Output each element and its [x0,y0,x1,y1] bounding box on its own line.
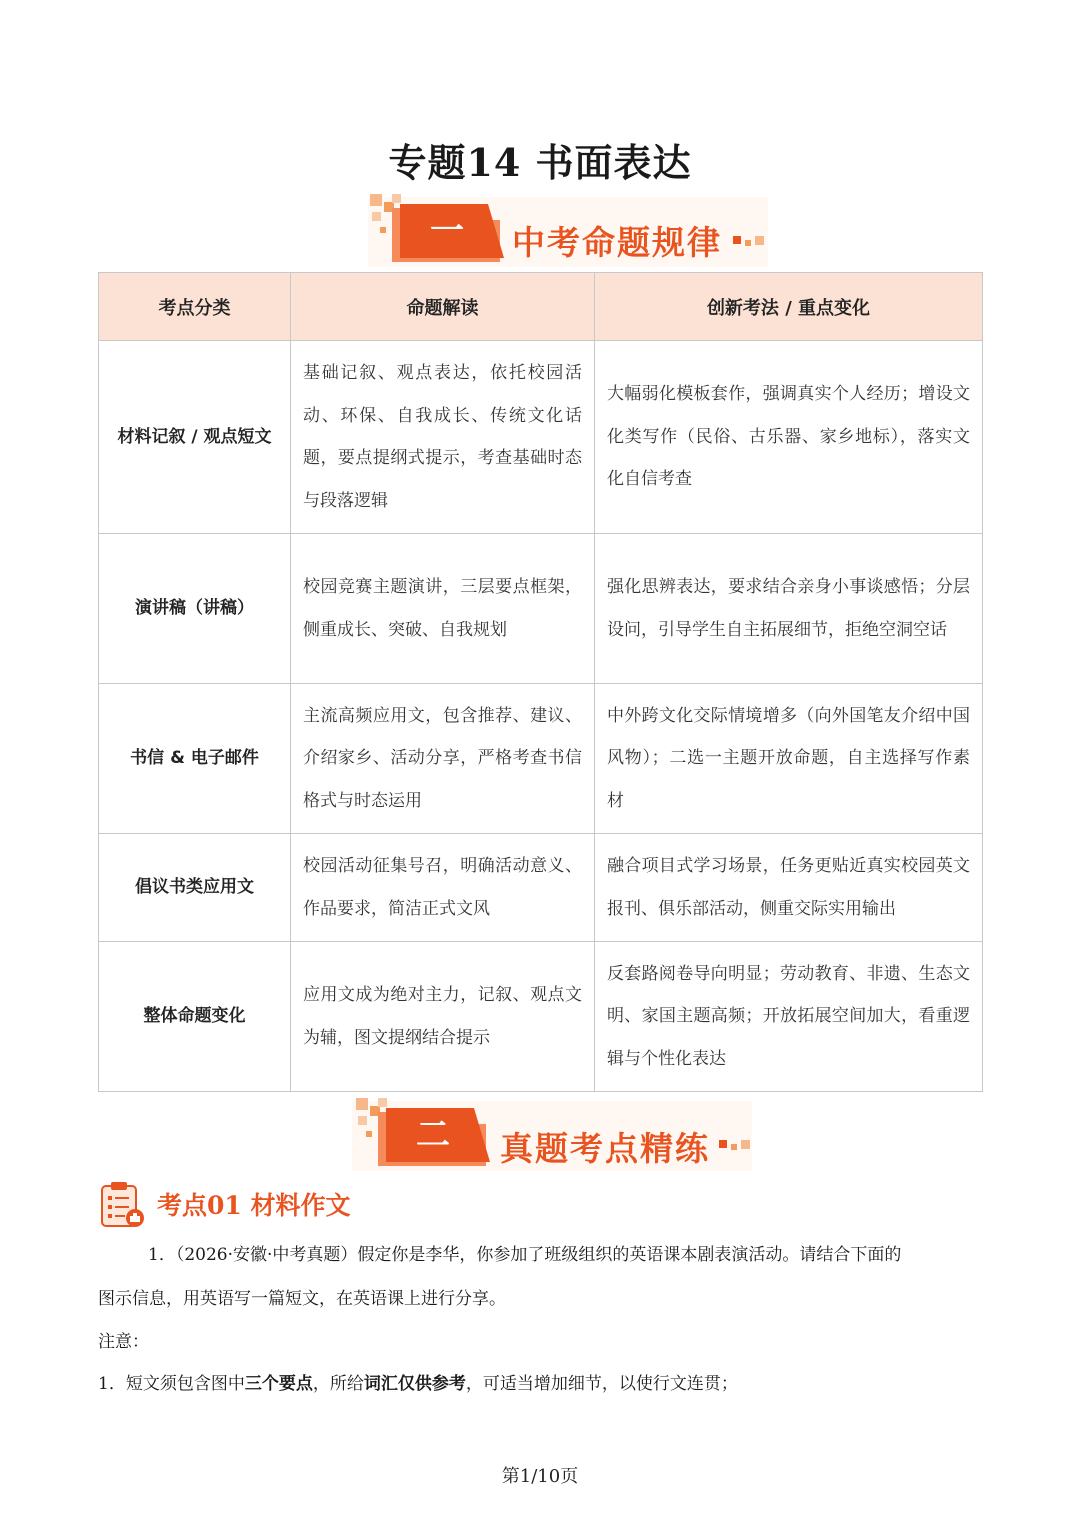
section-title: 真题考点精练 [500,1129,710,1168]
note-item-1 [98,1369,988,1394]
exam-pattern-table [98,272,983,1092]
question-line-2: 图示信息，用英语写一篇短文，在英语课上进行分享。 [98,1289,506,1309]
note-emphasis: 三个要点 [244,1374,313,1394]
cell-interpretation: 基础记叙、观点表达，依托校园活动、环保、自我成长、传统文化话题，要点提纲式提示，考查基础时态与段落逻辑 [291,341,595,534]
question-text: 1．（2026·安徽·中考真题）假定你是李华，你参加了班级组织的英语课本剧表演活动。请结合下面的 [148,1245,902,1265]
section-number: 一 [430,211,464,251]
question-line-1 [98,1240,988,1265]
header-interpretation: 命题解读 [291,273,595,341]
cell-interpretation: 应用文成为绝对主力，记叙、观点文为辅，图文提纲结合提示 [291,942,595,1092]
note-emphasis: 词汇仅供参考 [363,1374,466,1394]
table-row [99,341,983,534]
cell-innovation: 中外跨文化交际情境增多（向外国笔友介绍中国风物）；二选一主题开放命题，自主选择写作素材 [595,684,983,834]
section-title: 中考命题规律 [512,223,722,262]
section-number: 二 [416,1115,450,1155]
note-text: ，所给 [312,1374,364,1394]
cell-category: 整体命题变化 [99,942,291,1092]
note-label: 注意： [98,1332,149,1352]
page-title: 专题14 书面表达 [388,140,692,185]
kaodian-title: 考点01 材料作文 [157,1191,351,1220]
cell-innovation: 反套路阅卷导向明显；劳动教育、非遗、生态文明、家国主题高频；开放拓展空间加大，看重逻辑与个性化表达 [595,942,983,1092]
table-row [99,942,983,1092]
table-row [99,684,983,834]
clipboard-icon [98,1180,148,1230]
table-header-row [99,273,983,341]
table-row [99,834,983,942]
cell-innovation: 大幅弱化模板套作，强调真实个人经历；增设文化类写作（民俗、古乐器、家乡地标），落实文化自信考查 [595,341,983,534]
cell-interpretation: 校园竞赛主题演讲，三层要点框架，侧重成长、突破、自我规划 [291,534,595,684]
section-banner-2 [0,1096,1080,1176]
table-row [99,534,983,684]
cell-interpretation: 校园活动征集号召，明确活动意义、作品要求，简洁正式文风 [291,834,595,942]
note-text: 1．短文须包含图中 [98,1374,245,1394]
cell-category: 书信 & 电子邮件 [99,684,291,834]
cell-category: 材料记叙 / 观点短文 [99,341,291,534]
header-category: 考点分类 [99,273,291,341]
cell-category: 演讲稿（讲稿） [99,534,291,684]
cell-category: 倡议书类应用文 [99,834,291,942]
section-banner-1 [0,192,1080,272]
header-innovation: 创新考法 / 重点变化 [595,273,983,341]
page-number: 第1/10页 [501,1466,579,1487]
cell-innovation: 强化思辨表达，要求结合亲身小事谈感悟；分层设问，引导学生自主拓展细节，拒绝空洞空话 [595,534,983,684]
cell-interpretation: 主流高频应用文，包含推荐、建议、介绍家乡、活动分享，严格考查书信格式与时态运用 [291,684,595,834]
note-text: ，可适当增加细节，以使行文连贯； [465,1374,738,1394]
cell-innovation: 融合项目式学习场景，任务更贴近真实校园英文报刊、俱乐部活动，侧重交际实用输出 [595,834,983,942]
